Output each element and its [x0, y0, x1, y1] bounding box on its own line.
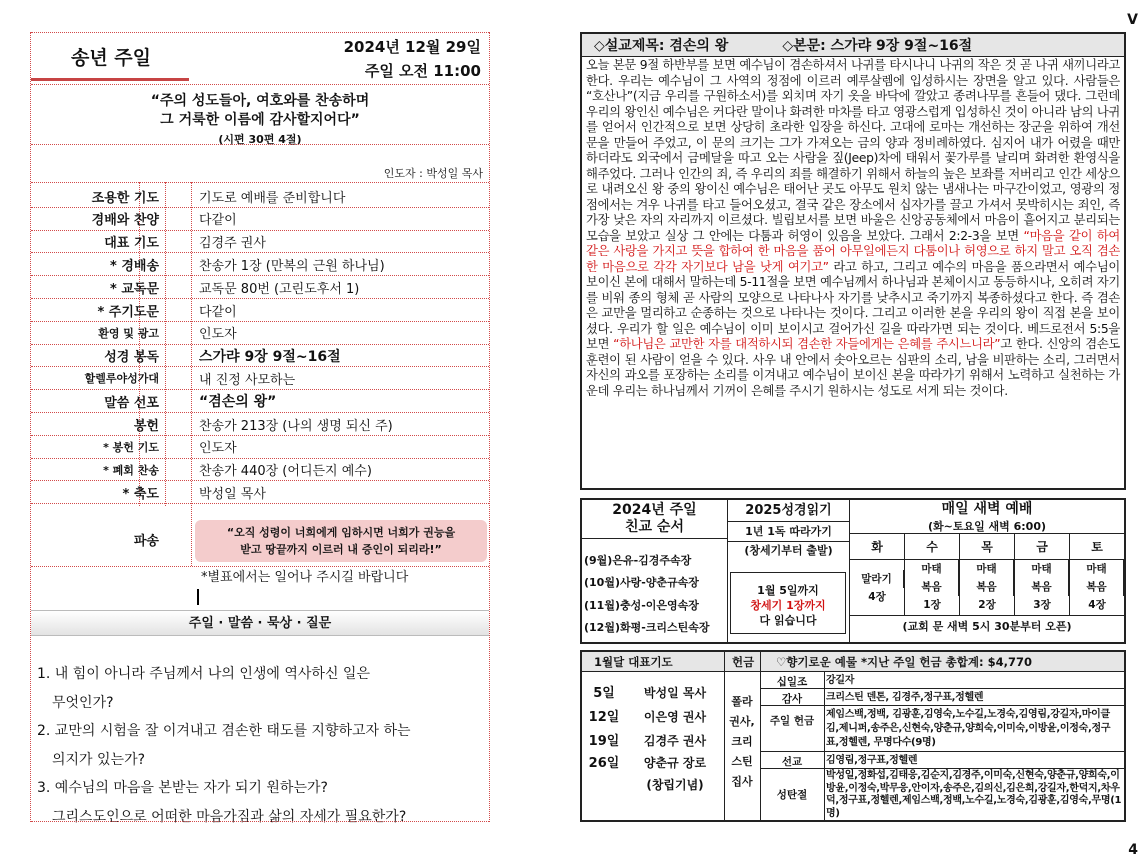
- usher-line: 스틴: [731, 755, 753, 768]
- order-value: 스가랴 9장 9절~16절: [199, 348, 341, 365]
- order-of-worship-page: [30, 32, 490, 825]
- dawn-grid: [850, 534, 1124, 638]
- offering-header: [582, 652, 1124, 672]
- prayer-date: 5일: [593, 686, 615, 701]
- dawn-title: 매일 새벽 예배: [941, 501, 1033, 517]
- dawn-day: 화: [850, 534, 905, 559]
- sermon-paragraph: 고 한다. 신앙의 겸손도 훈련이 된 사람이 얻을 수 있다. 사우 내 안에서 솟아오르는 심판의 소리, 남을 비판하는 소리, 그러면서 자신의 과오를 포장하는 소리를 이겨내고 예수님이 보이신 본을 따라가기 위해서 노력하고 실천하는 가운데 우리는 하나님께서 기꺼이 은혜를 주시기 원하시는 성도로 서게 되는 것이다.: [586, 337, 1120, 398]
- offering-type: 성탄절: [776, 789, 808, 801]
- order-value: 인도자: [199, 327, 237, 343]
- order-label: * 주기도문: [97, 304, 159, 320]
- offering-type: 선교: [781, 756, 803, 768]
- bible-reading: [728, 500, 850, 642]
- order-row: [31, 184, 491, 208]
- order-label: * 경배송: [110, 258, 159, 274]
- service-title: 송년 주일: [70, 46, 152, 69]
- leader: 인도자 : 박성일 목사: [383, 167, 483, 180]
- sermon-verse: ◇본문: 스가랴 9장 9절~16절: [782, 38, 973, 54]
- order-value: 다같이: [199, 213, 237, 229]
- order-label: 할렐루야성가대: [84, 372, 159, 386]
- offering-row: [760, 769, 1124, 820]
- order-value: 내 진정 사모하는: [199, 372, 296, 388]
- order-value: 찬송가 440장 (어디든지 예수): [199, 464, 372, 480]
- fellowship-title-line: 친교 순서: [625, 519, 684, 535]
- question-line: 그리스도인으로 어떠한 마음가짐과 삶의 자세가 필요한가?: [52, 808, 407, 825]
- dawn-reading-line: 2장: [978, 599, 996, 611]
- dawn-reading-line: 말라기: [850, 570, 904, 588]
- order-row: [31, 480, 491, 504]
- page-edge-mark: 4: [1128, 842, 1138, 858]
- order-row: [31, 389, 491, 413]
- fellowship-title: [582, 502, 727, 536]
- question-line: 3. 예수님의 마음을 본받는 자가 되기 원하는가?: [37, 780, 328, 796]
- fellowship-order: [582, 500, 728, 642]
- questions-header: 주일 · 말씀 · 묵상 · 질문: [31, 610, 489, 636]
- dawn-readings: [850, 560, 1124, 616]
- order-label: 환영 및 광고: [98, 326, 159, 340]
- dawn-reading-line: 1장: [923, 599, 941, 611]
- order-label: 성경 봉독: [104, 350, 159, 366]
- bible-reading-sub: 1년 1독 따라가기: [728, 522, 849, 542]
- sermon-header: [582, 34, 1124, 57]
- bible-reading-goal-line: 1월 5일까지: [757, 584, 819, 597]
- prayer-date: 12일: [588, 710, 620, 725]
- service-time: 주일 오전 11:00: [364, 62, 481, 80]
- prayer-leader: 박성일 목사: [643, 686, 707, 700]
- sending-line: “오직 성령이 너희에게 임하시면 너희가 권능을: [226, 526, 456, 539]
- order-row: [31, 275, 491, 299]
- fellowship-item: (12월)화평-크리스틴속장: [584, 621, 710, 634]
- dawn-reading: [1070, 560, 1124, 615]
- sermon-text: [582, 57, 1124, 399]
- offering-ushers: [724, 672, 760, 792]
- usher-line: 집사: [731, 775, 753, 788]
- order-label: 대표 기도: [104, 236, 159, 252]
- dawn-reading-line: 복음: [1070, 578, 1124, 596]
- prayer-note: (창립기념): [646, 778, 704, 792]
- bible-reading-goal: [730, 572, 846, 634]
- order-row: [31, 207, 491, 231]
- prayer-leader: 이은영 권사: [643, 710, 707, 724]
- order-label: 조용한 기도: [91, 190, 159, 206]
- order-label: 말씀 선포: [104, 395, 159, 411]
- order-row: [31, 252, 491, 276]
- offering-box: [580, 650, 1126, 822]
- schedule-box: [580, 498, 1126, 644]
- service-date: 2024년 12월 29일: [343, 38, 481, 56]
- offering-names: 강길자: [826, 675, 855, 686]
- title-underline: [31, 78, 189, 81]
- order-value: 다같이: [199, 304, 237, 320]
- usher-line: 크리: [731, 735, 753, 748]
- order-label: * 폐회 찬송: [103, 463, 159, 477]
- sermon-paragraph: 오늘 본문 9절 하반부를 보면 예수님이 겸손하셔서 나귀를 타시나니 나귀의 작은 것 곧 나귀 새끼니라고 한다. 우리는 예수님이 그 사역의 정점에 이르러 예루살렘에 입성하시는 장면을 알고 있다. 사람들은 “호산나”(지금 우리를 구원하소서)를 외치며 자기 옷을 바닥에 깔았고 종려나무를 흔들어 댔다. 그런데 우리의 왕인신 예수님은 커다란 말이나 화려한 마차를 타고 영광스럽게 입성하신 것이 아니라 남의 나귀를 얻어서 인간적으로 보면 상당히 초라한 입장을 하신다. 고대에 로마는 개선하는 장군을 위하여 개선문을 만들어 주었고, 이 문의 크기는 그가 가져오는 금의 양과 정비례하였다. 심지어 내가 어렸을 때만 하더라도 외국에서 금메달을 따고 오는 사람을 짚(Jeep)차에 태워서 꽃가루를 날리며 화려한 환영식을 해주었다. 그러나 인간의 죄, 즉 우리의 죄를 해결하기 위해서 하늘의 높은 보좌를 저버리고 인간 세상으로 내려오신 왕 중의 왕이신 예수님은 태어난 곳도 아무도 원치 않는 냄새나는 마구간이었고, 영광의 정점에서는 겨우 나귀를 타고 들어오셨고, 결국 같은 장소에서 십자가를 끌고 가셔서 못박히시는 죄인, 즉 가장 낮은 자의 자리까지 이르셨다. 빌립보서를 보면 바울은 신앙공동체에서 마음이 흩어지고 분리되는 모습을 보았고 실상 그 안에는 다툼과 허영이 있음을 보았다. 그래서 2:2-3을 보면: [586, 58, 1120, 243]
- dawn-reading-line: 마태: [1015, 560, 1069, 578]
- order-value: “겸손의 왕”: [199, 394, 277, 411]
- offering-total: ♡향기로운 예물 *지난 주일 헌금 총합계: $4,770: [776, 655, 1032, 669]
- bible-reading-goal-line: 창세기 1장까지: [750, 599, 826, 612]
- offering-row: [760, 706, 1124, 752]
- order-row: [31, 435, 491, 459]
- bible-reading-sub: (창세기부터 출발): [744, 544, 833, 557]
- invocation-line: 그 거룩한 이름에 감사할지어다”: [160, 112, 360, 128]
- sermon-title: ◇설교제목: 겸손의 왕: [594, 38, 729, 54]
- question-line: 1. 내 힘이 아니라 주님께서 나의 인생에 역사하신 일은: [37, 666, 370, 682]
- offering-type: 십일조: [776, 676, 808, 688]
- dawn-footnote: (교회 문 새벽 5시 30분부터 오픈): [902, 620, 1072, 633]
- text-cursor: [197, 589, 199, 605]
- dawn-subtitle: (화~토요일 새벽 6:00): [927, 520, 1047, 533]
- dawn-reading-line: 복음: [905, 578, 959, 596]
- offering-names: 김영림,정구표,정헬렌: [826, 755, 918, 766]
- order-row: [31, 344, 491, 368]
- sermon-quote-philippians: “마음을 같이 하여 같은 사랑을 가지고 뜻을 합하여 한 마음을 품어 아무일에든지 다툼이나 허영으로 하지 말고 오직 겸손한 마음으로 각각 자기보다 남을 낫게 여기고”: [586, 228, 1120, 274]
- dawn-reading-line: 마태: [960, 560, 1014, 578]
- fellowship-item: (10월)사랑-양춘규속장: [584, 576, 699, 589]
- offering-type: 주일 헌금: [769, 715, 815, 727]
- order-row: [31, 298, 491, 322]
- dawn-reading-line: 3장: [1033, 599, 1051, 611]
- invocation-reference: (시편 30편 4절): [218, 133, 302, 146]
- fellowship-item: (11월)충성-이은영속장: [584, 599, 699, 612]
- dawn-reading: [960, 560, 1015, 615]
- order-row: [31, 412, 491, 436]
- offering-row: [760, 752, 1124, 769]
- dawn-days: [850, 534, 1124, 560]
- invocation-line: “주의 성도들아, 여호와를 찬송하며: [150, 93, 370, 109]
- order-value: 찬송가 1장 (만복의 근원 하나님): [199, 258, 385, 274]
- sermon-quote-peter: “하나님은 교만한 자를 대적하시되 겸손한 자들에게는 은혜를 주시느니라”: [613, 337, 1001, 351]
- dawn-reading-line: 4장: [868, 591, 886, 603]
- dawn-reading-line: 마태: [905, 560, 959, 578]
- dawn-reading-line: 마태: [1070, 560, 1124, 578]
- offering-label: 헌금: [732, 655, 755, 669]
- offering-type: 감사: [781, 693, 803, 705]
- prayer-date: 19일: [588, 734, 620, 749]
- offering-names: 박성일,정화섭,김태응,김순지,김경주,이미숙,신현숙,양춘규,양희숙,이방윤,이정숙,박무응,안이자,송주은,김의신,김은희,강길자,한덕지,차우덕,정구표,정헬렌,제임스백,정백,노수길,노경숙,김광훈,김영숙,무명(1명): [826, 770, 1122, 819]
- order-value: 박성일 목사: [199, 486, 266, 502]
- usher-line: 폴라: [731, 695, 753, 708]
- dawn-reading-line: 복음: [960, 578, 1014, 596]
- page-edge-mark: V: [1127, 12, 1138, 28]
- dawn-reading: [905, 560, 960, 615]
- bible-reading-goal-line: 다 읽습니다: [759, 614, 817, 627]
- order-label: * 축도: [122, 486, 159, 502]
- offering-row: [760, 672, 1124, 689]
- sending-line: 받고 땅끝까지 이르러 내 증인이 되리라!”: [240, 543, 442, 556]
- offering-names: 크리스틴 덴톤, 김경주,정구표,정헬렌: [826, 692, 984, 703]
- order-value: 교독문 80번 (고린도후서 1): [199, 281, 360, 297]
- order-row: [31, 366, 491, 390]
- question-list: [37, 660, 487, 831]
- question-line: 의지가 있는가?: [52, 751, 146, 768]
- dawn-reading-line: 복음: [1015, 578, 1069, 596]
- offering-names: 제임스백,정백, 김광훈,김영숙,노수길,노경숙,김영림,강길자,마이클김,제니퍼,송주은,신현숙,양춘규,양희숙,이미숙,이방윤,이정숙,정구표,정헬렌, 무명다수(9명): [826, 709, 1111, 748]
- dawn-day: 수: [905, 534, 960, 559]
- invocation: [31, 92, 489, 149]
- sending-verse: [195, 520, 487, 562]
- order-row: [31, 321, 491, 345]
- bible-reading-title: 2025성경읽기: [728, 500, 849, 522]
- prayer-leader: 양춘규 장로: [643, 756, 707, 770]
- dawn-service-title: [850, 500, 1124, 534]
- order-label: 봉헌: [133, 418, 159, 434]
- fellowship-item: (9월)은유-김경주속장: [584, 554, 692, 567]
- sermon-box: [580, 32, 1126, 490]
- dawn-day: 토: [1091, 540, 1103, 554]
- dawn-reading: [850, 560, 905, 615]
- offering-row: [760, 689, 1124, 706]
- order-label: 경배와 찬양: [91, 213, 159, 229]
- question-line: 무엇인가?: [52, 694, 114, 711]
- standing-note: *별표에서는 일어나 주시길 바랍니다: [201, 570, 409, 585]
- offering-list: [760, 672, 1124, 820]
- prayer-schedule-header: 1월달 대표기도: [594, 655, 673, 669]
- sending-label: 파송: [133, 534, 159, 549]
- dawn-service: [850, 500, 1124, 642]
- order-value: 김경주 권사: [199, 236, 266, 252]
- sermon-paragraph: 라고 하고, 그리고 예수의 마음을 품으라면서 예수님이 보이신 본에 대해서 말하는데 5-11절을 보면 예수님께서 하나님과 본체이시고 동등하시나, 오히려 자기를 비워 종의 형체 곧 사람의 모양으로 나타나사 자기를 낮추시고 죽기까지 복종하셨다고 한다. 즉 겸손은 교만을 멀리하고 순종하는 것으로 나타나는 것이다. 그리고 이러한 본을 우리의 왕이 직접 본을 보이셨다. 우리가 할 일은 예수님이 이미 보이시고 걸어가신 길을 따라가면 되는 것이다. 베드로전서 5:5을 보면: [586, 259, 1120, 351]
- dawn-reading-line: 4장: [1088, 599, 1106, 611]
- prayer-date: 26일: [588, 756, 620, 771]
- dawn-day: 금: [1015, 534, 1070, 559]
- dawn-day: 목: [960, 534, 1015, 559]
- order-value: 인도자: [199, 441, 237, 457]
- order-value: 기도로 예배를 준비합니다: [199, 190, 346, 206]
- fellowship-title-line: 2024년 주일: [612, 502, 697, 518]
- usher-line: 권사,: [729, 715, 755, 728]
- order-label: * 교독문: [110, 281, 159, 297]
- order-value: 찬송가 213장 (나의 생명 되신 주): [199, 418, 393, 434]
- prayer-leader: 김경주 권사: [643, 734, 707, 748]
- order-row: [31, 458, 491, 482]
- order-label: * 봉헌 기도: [103, 440, 159, 454]
- dawn-reading: [1015, 560, 1070, 615]
- question-line: 2. 교만의 시험을 잘 이겨내고 겸손한 태도를 지향하고자 하는: [37, 723, 411, 739]
- order-row: [31, 230, 491, 254]
